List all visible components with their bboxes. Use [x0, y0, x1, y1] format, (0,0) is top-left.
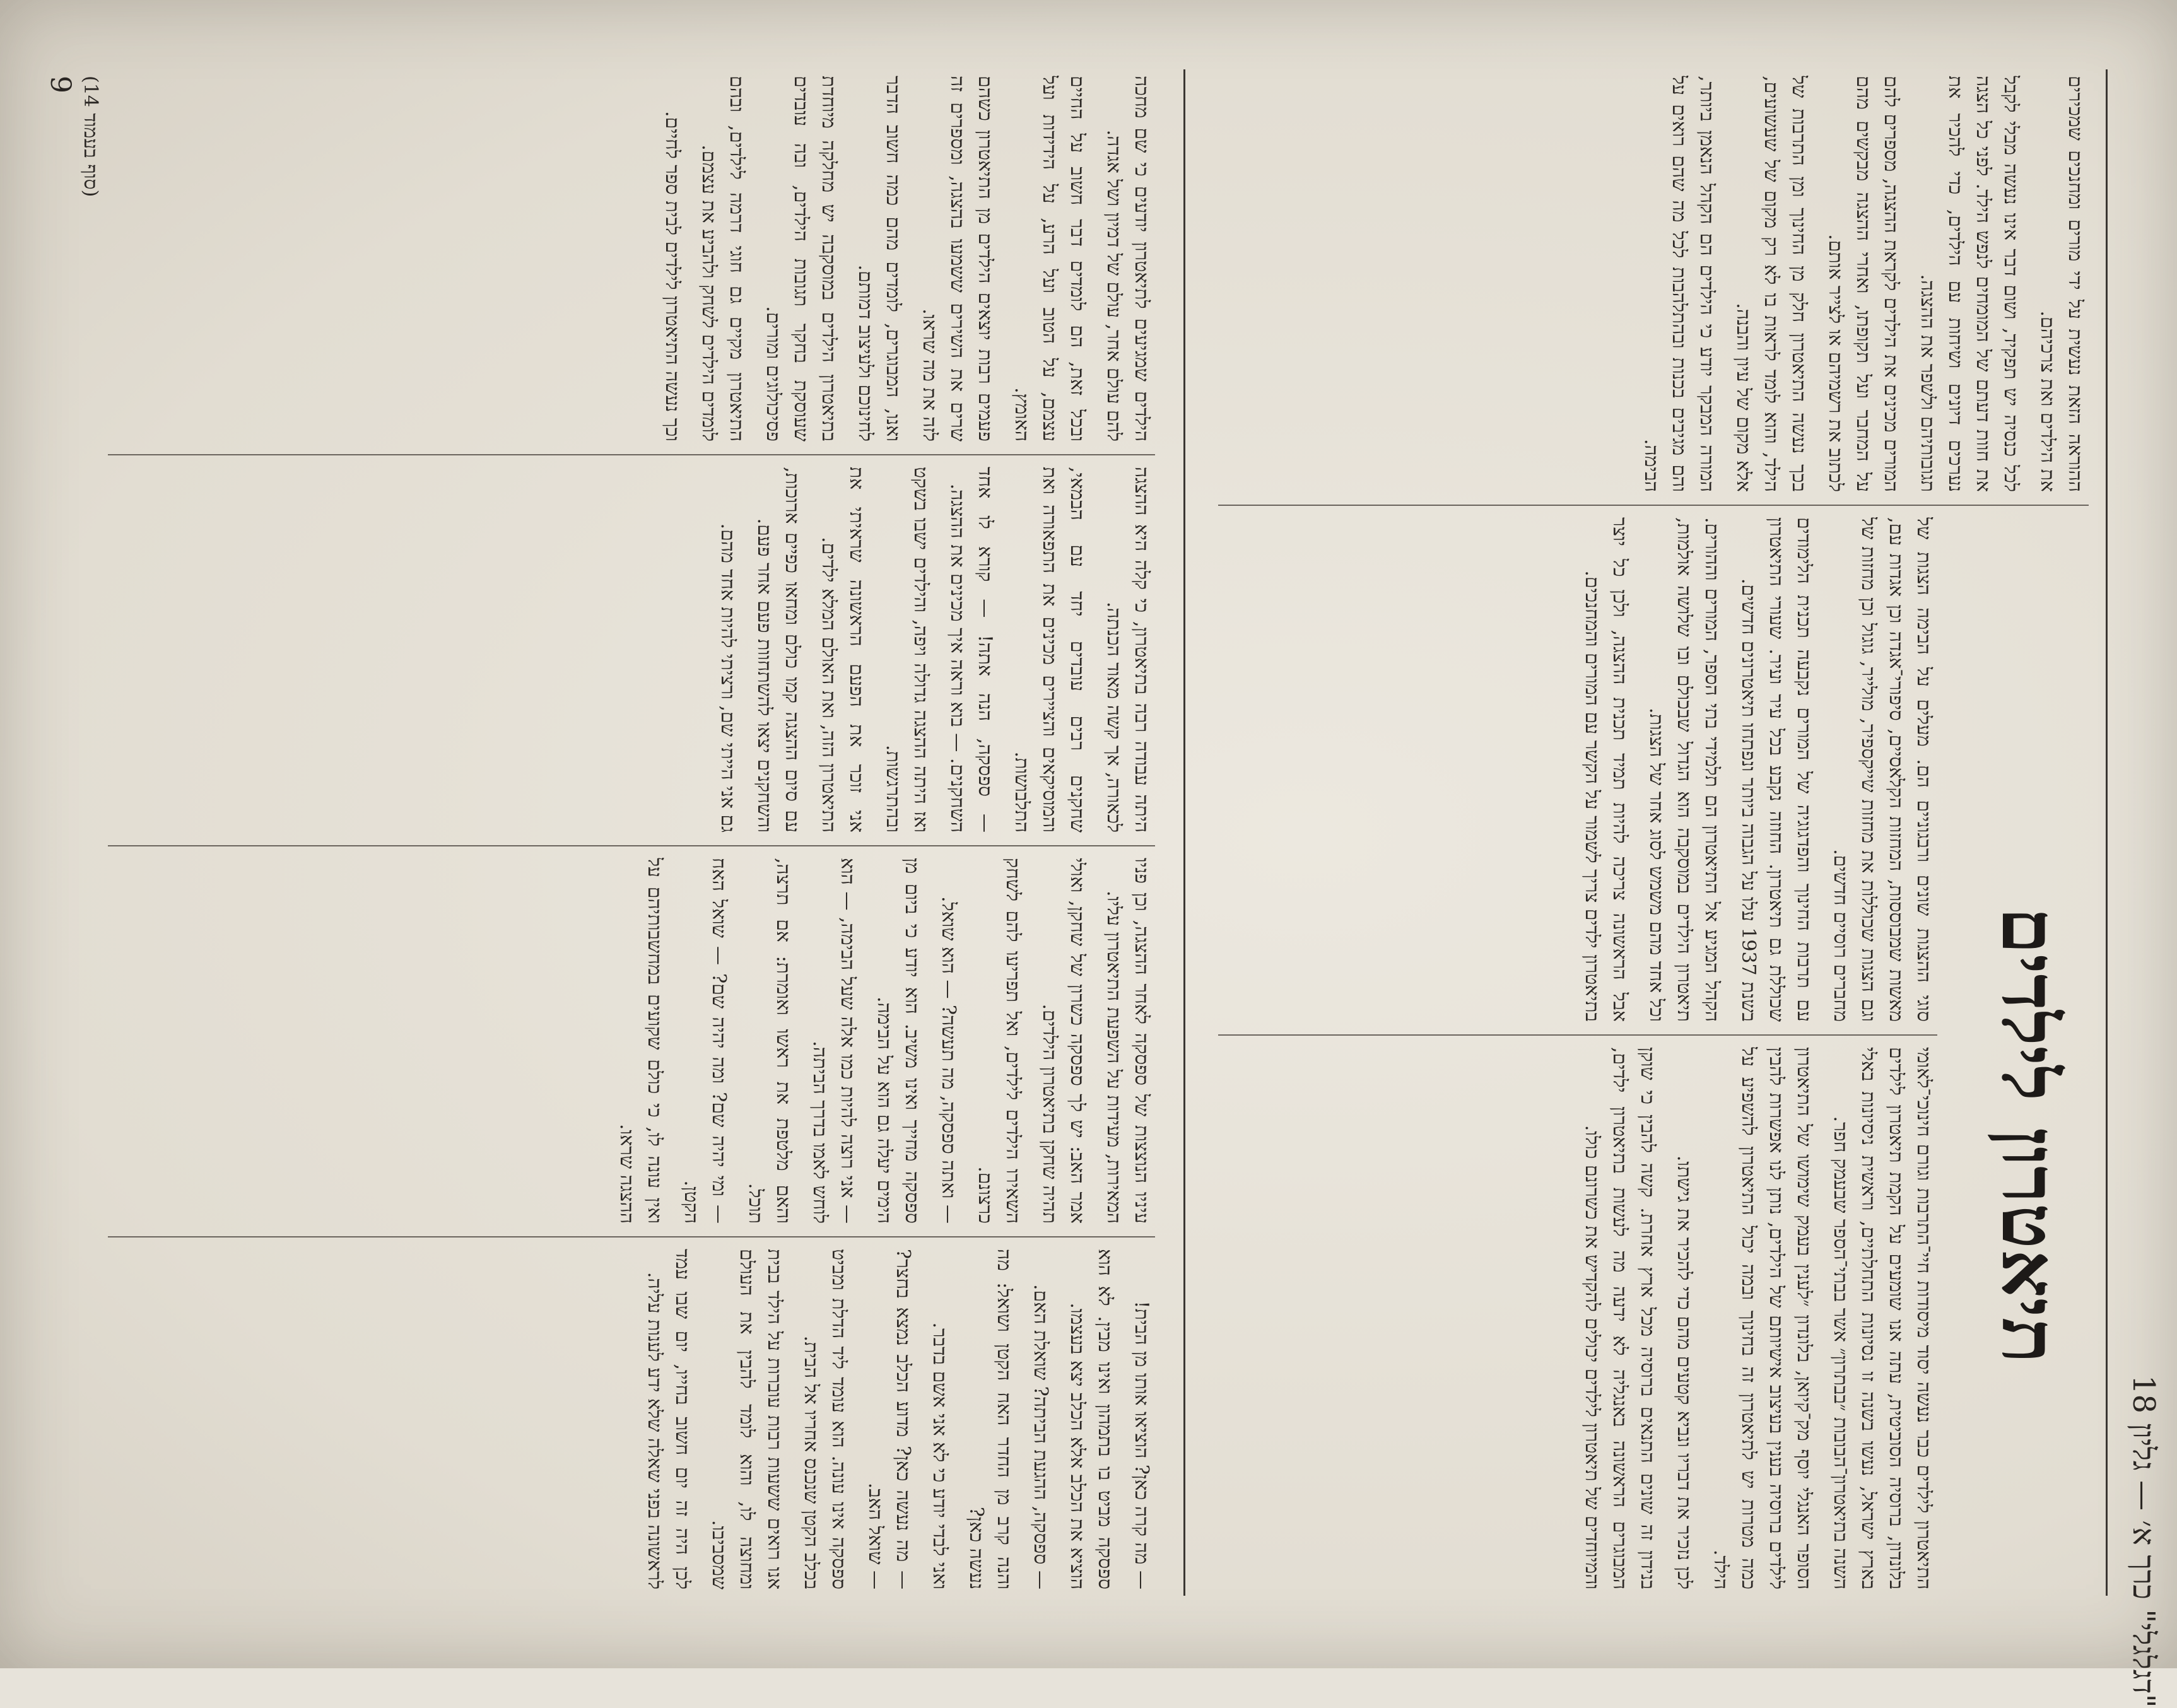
paragraph: ואין עונה לו, כי כולם שקועים במחשבותיהם על ההצגה שראו.: [616, 858, 666, 1224]
paragraph: והנה קרב מן החדר האח הקטן ושואל: מה נעשה כאן?: [965, 1249, 1015, 1589]
paragraph: ההוראה הזאת נעשית על ידי מורים ומחנכים שמכירים את הילדים ואת צרכיהם.: [2036, 76, 2086, 492]
column-7: [108, 76, 1155, 442]
paragraph: המורה המבקר יודע כי הילדים הם הקהל הנאמן ביותר, והם מגיבים בכנות ובהתלהבות לכל מה שהם רואים על הבימה.: [1640, 76, 1718, 492]
paragraph: וכך נעשה התיאטרון לילדים לבית ספר לחיים.: [661, 110, 683, 442]
paragraph: ספסקה אינו עונה. הוא עומד ליד הדלת ומביט בכלב הקטן שנכנס אחריו אל הבית.: [800, 1249, 850, 1589]
paragraph: לכן היה זה יום חשוב בחייו, יום שבו עמד לראשונה בפני שאלה שלא ידע לענות עליה.: [643, 1249, 693, 1589]
column-3: [1218, 76, 2089, 492]
running-header: "דגלגלי" כרך א׳ — גליון 18: [2126, 1375, 2161, 1708]
paragraph: בכך נעשה התיאטרון חלק מן החינוך ומן התרבות של הילד, והוא לומד לראות בו לא רק מקום של שעשועים, אלא מקום של עיון והבנה.: [1732, 76, 1810, 492]
paragraph: ספסקה מחייך ואינו משיב. הוא יודע כי ביום מן הימים יעלה גם הוא על הבימה.: [873, 858, 923, 1224]
paragraph: התיאטרון לילדים כבר נעשה יסוד מיסודות חיי־התרבות וגורם חינוכי־לאומי בלונדון, ברוסיה הסוביטית, עתה אנו שומעים על הקמת תיאטרון לילדים בארץ ישראל, נעשו בשנה זו נסיונות התחלתיים, וראשית ניסיונות באלי השנה בתיאטרון־הבובות ״בבתרון״ אשר בבתי־הספר שבעמק חפר.: [1829, 1047, 1935, 1589]
paragraph: אבל הראשונה צריכה להיות תמיד תכנית ההצגה, ולכן כל יוצר בתיאטרון ילדים צריך לשמור על הקשר עם המורים והמחנכים.: [1581, 517, 1631, 1022]
paragraph: — מה נעשה כאן? מדוע הכלב נמצא בחצר? — שואל האב.: [864, 1249, 914, 1589]
column-divider: [108, 454, 1155, 455]
paragraph: — ואתה ספסקה, מה תעשה? — הוא שואל.: [937, 896, 959, 1224]
paragraph: — אני רוצה להיות כמו אלה שעל הבימה, — הוא לוחש לאמו בדרך הביתה.: [809, 858, 859, 1224]
column-5: [108, 858, 1155, 1224]
paragraph: — ספסקה, ההגעת הביתה? שואלת האם.: [1030, 1284, 1052, 1589]
paragraph: אני זוכר את הפעם הראשונה שראיתי את התיאטרון הזה, ואת האולם המלא ילדים.: [818, 467, 867, 833]
paragraph: — מה קרה כאן? הוציאו אותו מן הבית!: [1130, 1301, 1153, 1589]
paragraph: פעמים רבות יוצאים הילדים מן התיאטרון כשהם שרים את השירים ששמעו בהצגה, ומספרים זה לזה את מה שראו.: [918, 76, 996, 442]
paragraph: הסופר האנגלי יוסף מק־קיואן, בלונדון ״לענין בעמק שימושו של התיאטרון לילדים ברוסיה בענין בעיצוב אישיותם של הילדים, נותן לנו אפשרות להבין כמה מטרות יש לתיאטרון זה בחינוך ובמה יכול התיאטרון להשפיע על הילד.: [1710, 1047, 1815, 1589]
paragraph: שחקנים רבים עובדים יחד עם הבמאי, והמוסיקאים והציירים מכינים את התפאורה ואת התלבושות.: [1011, 467, 1088, 833]
paragraph: המורים מכינים את הילדים לקראת ההצגה, מספרים להם על המחבר ועל תקופתו, ואחרי ההצגה מבקשים מהם לכתוב את רשמיהם או לצייר אותם.: [1824, 76, 1902, 492]
paragraph: התיאטרון מקיים גם חוגי דרמה לילדים, ובהם לומדים הילדים לשחק ולהביע את עצמם.: [698, 76, 748, 442]
paragraph: השאירו הילדים לילדים, ואל תפריעו להם לשחק כרצונם.: [974, 858, 1024, 1224]
paragraph: בנידון זה שונים התנאים ברוסיה מכל ארץ אחרת. קשה להבין כי שוקן המבוגרים הראשונה באנגליה לא ידעה מה לעשות בתיאטרון ילדים, והמיוחדים של תיאטרון לילדים יכולים להקדיש את כשרונם כולו.: [1581, 1047, 1658, 1589]
paragraph: לכן נזכיר את דבריו ונביא קטעים מהם כדי להכיר את גישתו.: [1673, 1155, 1695, 1589]
column-1: [1218, 1047, 1937, 1589]
paragraph: ואני לבדי יודע כי לא אני אשם בדבר.: [929, 1322, 951, 1589]
paragraph: לכל כנסיה יש תפקיד, ושום דבר אינו נעשה מבלי לקבל את חוות דעתם של המומחים לנפש הילד. לפני כל הצגה נערכים דיונים ושיחות עם הילדים, כדי להכיר את תגובותיהם ולשפר את ההצגה.: [1916, 76, 2022, 492]
paragraph: והאם מלטפת את ראשו ואומרת: אם תרצה, תוכל.: [744, 858, 794, 1224]
paragraph: בתיאטרון הילדים במוסקבה יש מחלקה מיוחדת שעוסקת בחקר תגובות הילדים, ובה עובדים פסיכולוגים ומורים.: [762, 76, 840, 442]
column-divider: [108, 845, 1155, 846]
paragraph: אמר האב: יש לך ספסקה כשרון של שחקן, ואולי תהיה שחקן בתיאטרון הילדים.: [1038, 858, 1088, 1224]
paragraph: ואז היתה ההצגה גדולה ויפה, והילדים ישבו בשקט ובהתרגשות.: [882, 467, 932, 833]
paragraph: הילדים שמגיעים לתיאטרון יודעים כי שם מחכה להם עולם אחר, עולם של דמיון ושל אגדה.: [1103, 76, 1153, 442]
paragraph: עם תרבות החינוך והפדגוגיה של המורים נקבעה תכנית הלימודים שכוללת גם תיאטרון. החוזה נקבע בכל עיר ועיר. שעורי התיאטרון בשנת 1937 עלו על הגבוה ביותר ונפתחו תיאטרונים חדשים.: [1737, 517, 1815, 1022]
paragraph: אנו רואים ששעות רבות עוברות על הילד בבית ומחוצה לו, והוא לומד להבין את העולם שמסביבו.: [708, 1249, 785, 1589]
paragraph: — ומי יהיה שם? ומה יהיה שם? — שואל האח הקטן.: [680, 858, 730, 1224]
paragraph: היתה עבודה רבה בתיאטרון, כי קלה היא ההצגה לכאורה, אך קשה מאוד הכנתה.: [1103, 467, 1153, 833]
continued-note: (סוף בעמוד 14): [79, 76, 102, 197]
column-4: [108, 1249, 1155, 1589]
paragraph: ספסקה מביט בו בתמהון ואינו מבין. לא הוא הוציא את הכלב אלא הכלב יצא בעצמו.: [1066, 1249, 1116, 1589]
paragraph: ואנו, המבוגרים, לומדים מהם כמה חשוב הדבר לחינוכם ולעיצוב דמותם.: [854, 76, 904, 442]
column-divider: [1218, 505, 2089, 506]
section-rule: [1183, 69, 1185, 1596]
paragraph: עם סיום ההצגה קמו כולם ומחאו כפיים ארוכות, והשחקנים יצאו להשתחוות פעם אחר פעם.: [753, 467, 803, 833]
paragraph: עיניו הנוצצות של ספסקה לאחר ההצגה, וכן פניו המאירות, מעידות על השפעת התיאטרון עליו.: [1103, 858, 1153, 1224]
paragraph: סוגי ההצגות שונים ורבגוניים הם. מעלים על הבימה הצגות של מאשות שמבוססות, המחזות הקלאסיים, סיפורי־אגדה וכן אגדות עם, וגם הצגות שכוללות את מחזות שייקספיר, מולייר, גוגול וכן מחזות של מחברים רוסיים חדשים.: [1829, 517, 1935, 1022]
column-6: [108, 467, 1155, 833]
column-divider: [108, 1236, 1155, 1237]
paragraph: גם אני הייתי שם, ורציתי להיות אחד מהם.: [717, 523, 739, 833]
header-rule: [2106, 69, 2108, 1596]
paragraph: ובכל זאת, הם לומדים דבר חשוב על החיים עצמם, על הטוב ועל הרע, על הידידות ועל האומץ.: [1011, 76, 1088, 442]
page-number: 9: [44, 76, 76, 93]
paragraph: הקהל המגיע אל התיאטרון הם תלמידי בתי הספר, המורים וההורים. תיאטרון הילדים במוסקבה הוא הגדול שבכולם ובו שלושה אולמות, וכל אחד מהם משמש לסוג אחר של הצגות.: [1645, 517, 1723, 1022]
column-2: [1218, 517, 1937, 1022]
article-title: תיאטרון לילדים: [1985, 907, 2074, 1364]
paragraph: — ספסקה, הנה אתה! — קורא לו אחד השחקנים. — בוא וראה איך מכינים את ההצגה.: [946, 467, 996, 833]
column-divider: [1218, 1034, 1937, 1036]
